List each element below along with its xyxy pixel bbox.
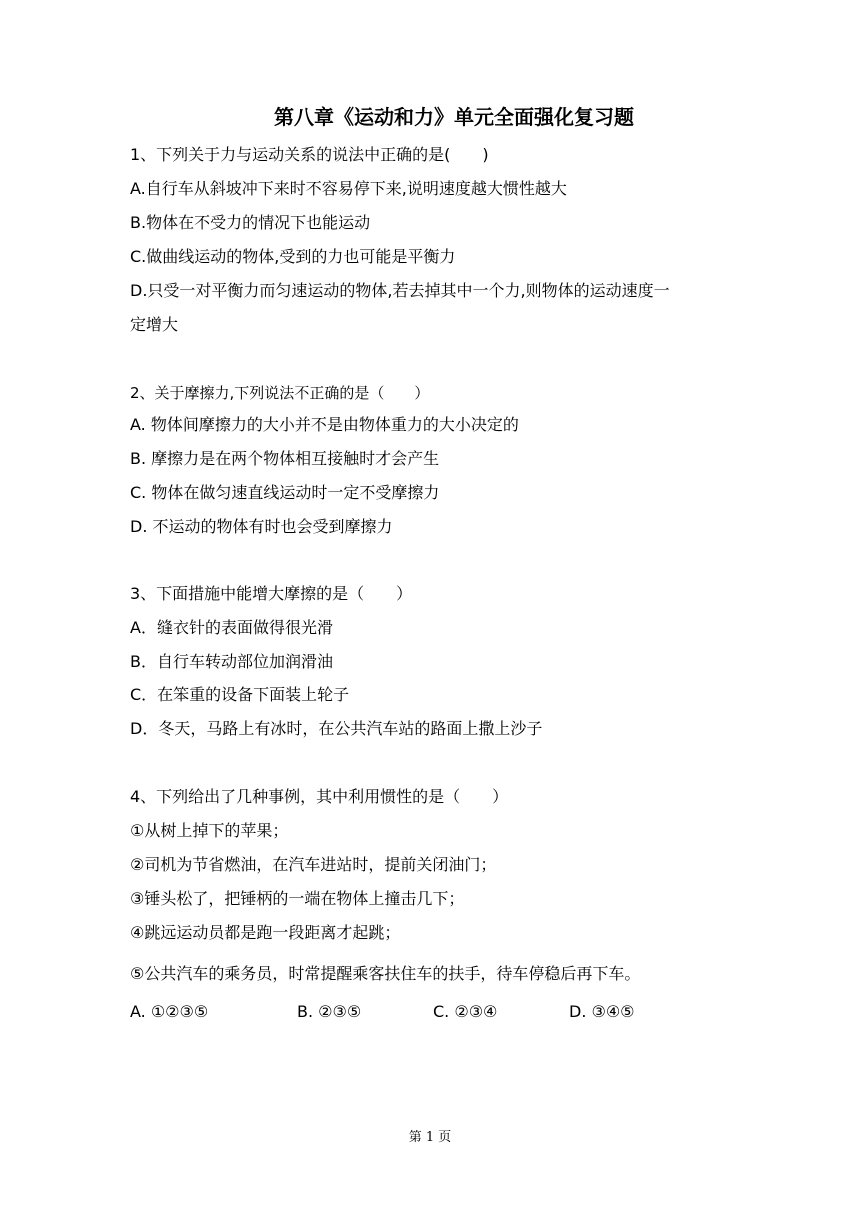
- document-title: 第八章《运动和力》单元全面强化复习题: [274, 105, 634, 129]
- question-3-option-a: A．缝衣针的表面做得很光滑: [130, 618, 333, 637]
- question-4-choice-b: B. ②③⑤: [297, 1002, 362, 1021]
- question-1-option-a: A.自行车从斜坡冲下来时不容易停下来,说明速度越大惯性越大: [130, 179, 567, 198]
- question-2-option-d: D. 不运动的物体有时也会受到摩擦力: [130, 517, 393, 536]
- question-4-item-3: ③锤头松了，把锤柄的一端在物体上撞击几下；: [130, 889, 465, 908]
- question-4-choice-c: C. ②③④: [433, 1002, 498, 1021]
- question-2-stem: 2、关于摩擦力,下列说法不正确的是（ ）: [130, 384, 430, 402]
- question-2-option-a: A. 物体间摩擦力的大小并不是由物体重力的大小决定的: [130, 415, 519, 434]
- question-4-choices: [130, 1000, 730, 1024]
- question-2-option-c: C. 物体在做匀速直线运动时一定不受摩擦力: [130, 483, 440, 502]
- question-4-item-1: ①从树上掉下的苹果；: [130, 821, 289, 840]
- question-3-stem: 3、下面措施中能增大摩擦的是（ ）: [130, 584, 413, 603]
- question-2-option-b: B. 摩擦力是在两个物体相互接触时才会产生: [130, 449, 440, 468]
- question-1-stem: 1、下列关于力与运动关系的说法中正确的是( ): [130, 145, 489, 164]
- question-1-option-d-continued: 定增大: [130, 315, 179, 334]
- question-4-item-2: ②司机为节省燃油，在汽车进站时，提前关闭油门；: [130, 855, 497, 874]
- question-3-option-d: D．冬天，马路上有冰时，在公共汽车站的路面上撒上沙子: [130, 719, 543, 738]
- question-4-choice-a: A. ①②③⑤: [130, 1002, 209, 1021]
- question-4-item-5: ⑤公共汽车的乘务员，时常提醒乘客扶住车的扶手，待车停稳后再下车。: [130, 964, 641, 983]
- question-1-option-c: C.做曲线运动的物体,受到的力也可能是平衡力: [130, 247, 456, 266]
- question-1-option-b: B.物体在不受力的情况下也能运动: [130, 213, 371, 232]
- question-4-choice-d: D. ③④⑤: [569, 1002, 635, 1021]
- question-4-stem: 4、下列给出了几种事例，其中利用惯性的是（ ）: [130, 787, 509, 806]
- question-3-option-c: C．在笨重的设备下面装上轮子: [130, 685, 350, 704]
- question-4-item-4: ④跳远运动员都是跑一段距离才起跳；: [130, 923, 401, 942]
- question-3-option-b: B．自行车转动部位加润滑油: [130, 652, 333, 671]
- question-1-option-d: D.只受一对平衡力而匀速运动的物体,若去掉其中一个力,则物体的运动速度一: [130, 281, 670, 300]
- page-footer: 第 1 页: [408, 1130, 452, 1145]
